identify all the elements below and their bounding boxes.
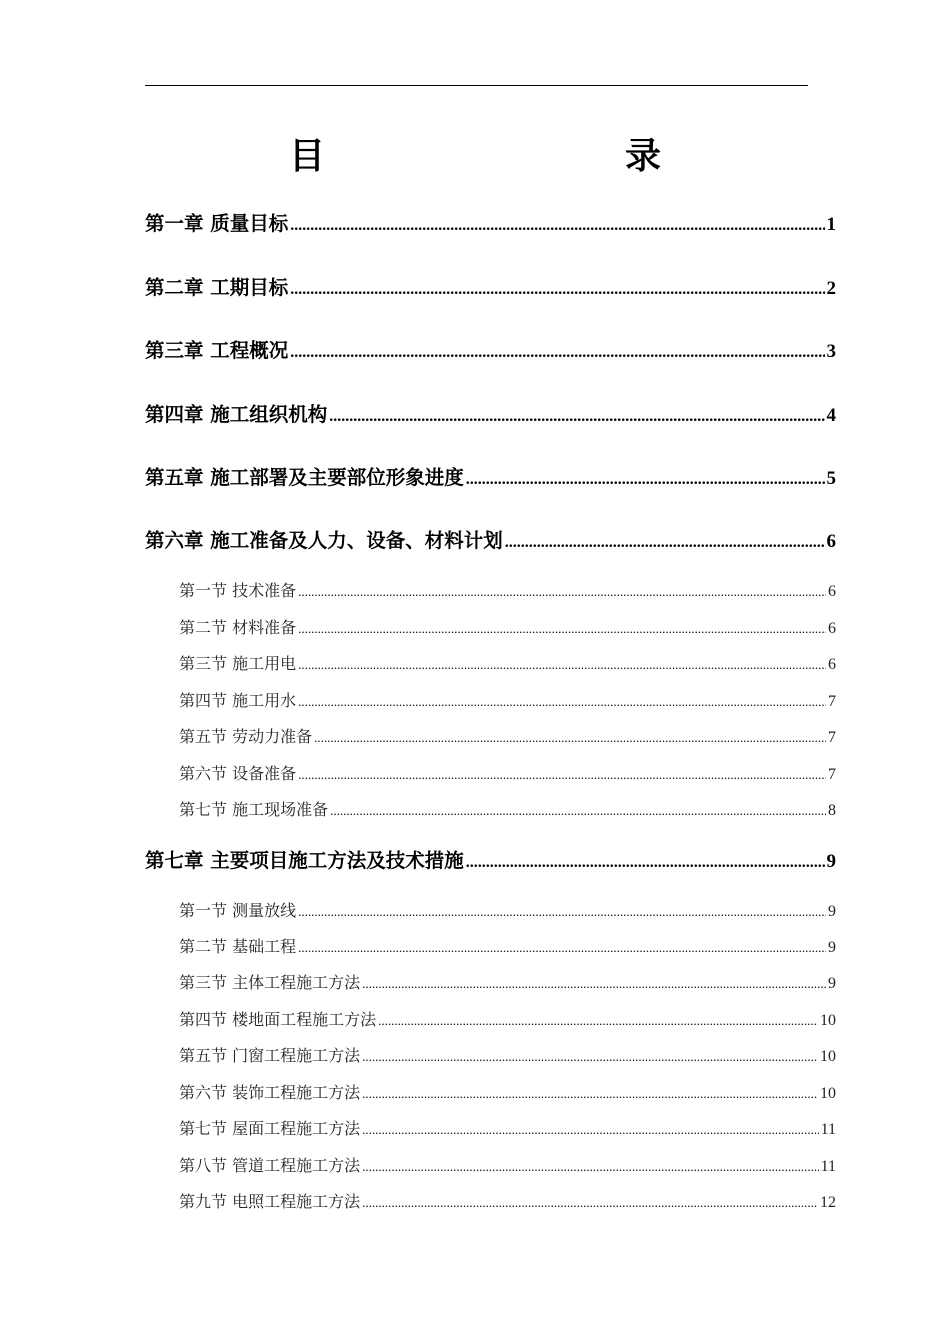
toc-section[interactable] [179,761,836,784]
toc-section[interactable] [179,724,836,747]
toc-section[interactable] [179,970,836,993]
toc-entry-label: 第七节 施工现场准备 [179,800,329,819]
dot-leader [298,904,826,920]
toc-section[interactable] [179,651,836,674]
toc-section[interactable] [179,1080,836,1103]
toc-page-number: 2 [826,278,836,299]
toc-page-number: 7 [828,766,836,783]
toc-entry-label: 第四章 施工组织机构 [145,403,328,426]
dot-leader [362,1122,819,1138]
toc-page-number: 5 [826,468,836,489]
dot-leader [466,471,825,489]
dot-leader [466,854,825,872]
dot-leader [505,534,825,552]
toc-section[interactable] [179,797,836,820]
toc-page-number: 4 [826,405,836,426]
toc-page-number: 8 [828,802,836,819]
toc-page-number: 9 [828,939,836,956]
dot-leader [362,1049,818,1065]
toc-entry-label: 第二节 基础工程 [179,937,297,956]
toc-entry-label: 第六节 设备准备 [179,764,297,783]
toc-page-number: 11 [820,1158,836,1175]
toc-entry-label: 第一章 质量目标 [145,212,289,235]
toc-section[interactable] [179,898,836,921]
dot-leader [298,940,826,956]
toc-page-number: 7 [828,693,836,710]
toc-section[interactable] [179,1153,836,1176]
dot-leader [378,1013,818,1029]
toc-entry-label: 第二章 工期目标 [145,276,289,299]
toc-page-number: 6 [826,531,836,552]
dot-leader [329,408,824,426]
toc-page-number: 10 [820,1085,836,1102]
header-rule [145,85,808,86]
toc-section[interactable] [179,615,836,638]
toc-page-number: 1 [826,214,836,235]
toc-page-number: 12 [820,1194,836,1211]
toc-page-number: 10 [820,1048,836,1065]
dot-leader [298,657,826,673]
toc-entry-label: 第三节 主体工程施工方法 [179,973,361,992]
toc-entry-label: 第九节 电照工程施工方法 [179,1192,361,1211]
toc-section[interactable] [179,1189,836,1212]
dot-leader [298,621,826,637]
toc-page-number: 10 [820,1012,836,1029]
toc-entry-label: 第六节 装饰工程施工方法 [179,1083,361,1102]
toc-page-number: 9 [828,903,836,920]
dot-leader [298,694,826,710]
toc-chapter-1[interactable] [145,208,836,236]
toc-section[interactable] [179,688,836,711]
toc-page-number: 7 [828,729,836,746]
dot-leader [298,767,826,783]
toc-page-number: 6 [828,583,836,600]
toc-chapter-6[interactable] [145,525,836,553]
toc-entry-label: 第三章 工程概况 [145,339,289,362]
toc-entry-label: 第七章 主要项目施工方法及技术措施 [145,849,464,872]
toc-chapter-7[interactable] [145,845,836,873]
toc-title: 目 录 [288,136,737,177]
toc-entry-label: 第五节 劳动力准备 [179,727,313,746]
dot-leader [362,1086,818,1102]
toc-page-number: 6 [828,620,836,637]
toc-entry-label: 第六章 施工准备及人力、设备、材料计划 [145,529,503,552]
toc-page-number: 9 [826,851,836,872]
toc-entry-label: 第五章 施工部署及主要部位形象进度 [145,466,464,489]
dot-leader [362,976,826,992]
toc-page-number: 6 [828,656,836,673]
toc-entry-label: 第三节 施工用电 [179,654,297,673]
dot-leader [314,730,826,746]
toc-entry-label: 第四节 施工用水 [179,691,297,710]
dot-leader [362,1159,819,1175]
dot-leader [298,584,826,600]
dot-leader [290,344,824,362]
toc-section[interactable] [179,1116,836,1139]
toc-chapter-5[interactable] [145,462,836,490]
toc-page-number: 3 [826,341,836,362]
toc-entry-label: 第七节 屋面工程施工方法 [179,1119,361,1138]
dot-leader [290,281,824,299]
toc-entry-label: 第八节 管道工程施工方法 [179,1156,361,1175]
toc-chapter-4[interactable] [145,399,836,427]
toc-chapter-2[interactable] [145,272,836,300]
toc-entry-label: 第二节 材料准备 [179,618,297,637]
toc-section[interactable] [179,1043,836,1066]
toc-page-number: 11 [820,1121,836,1138]
toc-chapter-3[interactable] [145,335,836,363]
toc-entry-label: 第五节 门窗工程施工方法 [179,1046,361,1065]
toc-entry-label: 第一节 测量放线 [179,901,297,920]
toc-entry-label: 第四节 楼地面工程施工方法 [179,1010,377,1029]
toc-section[interactable] [179,934,836,957]
toc-entry-label: 第一节 技术准备 [179,581,297,600]
dot-leader [362,1195,818,1211]
toc-page-number: 9 [828,975,836,992]
dot-leader [290,217,824,235]
toc-section[interactable] [179,578,836,601]
dot-leader [330,803,826,819]
toc-section[interactable] [179,1007,836,1030]
